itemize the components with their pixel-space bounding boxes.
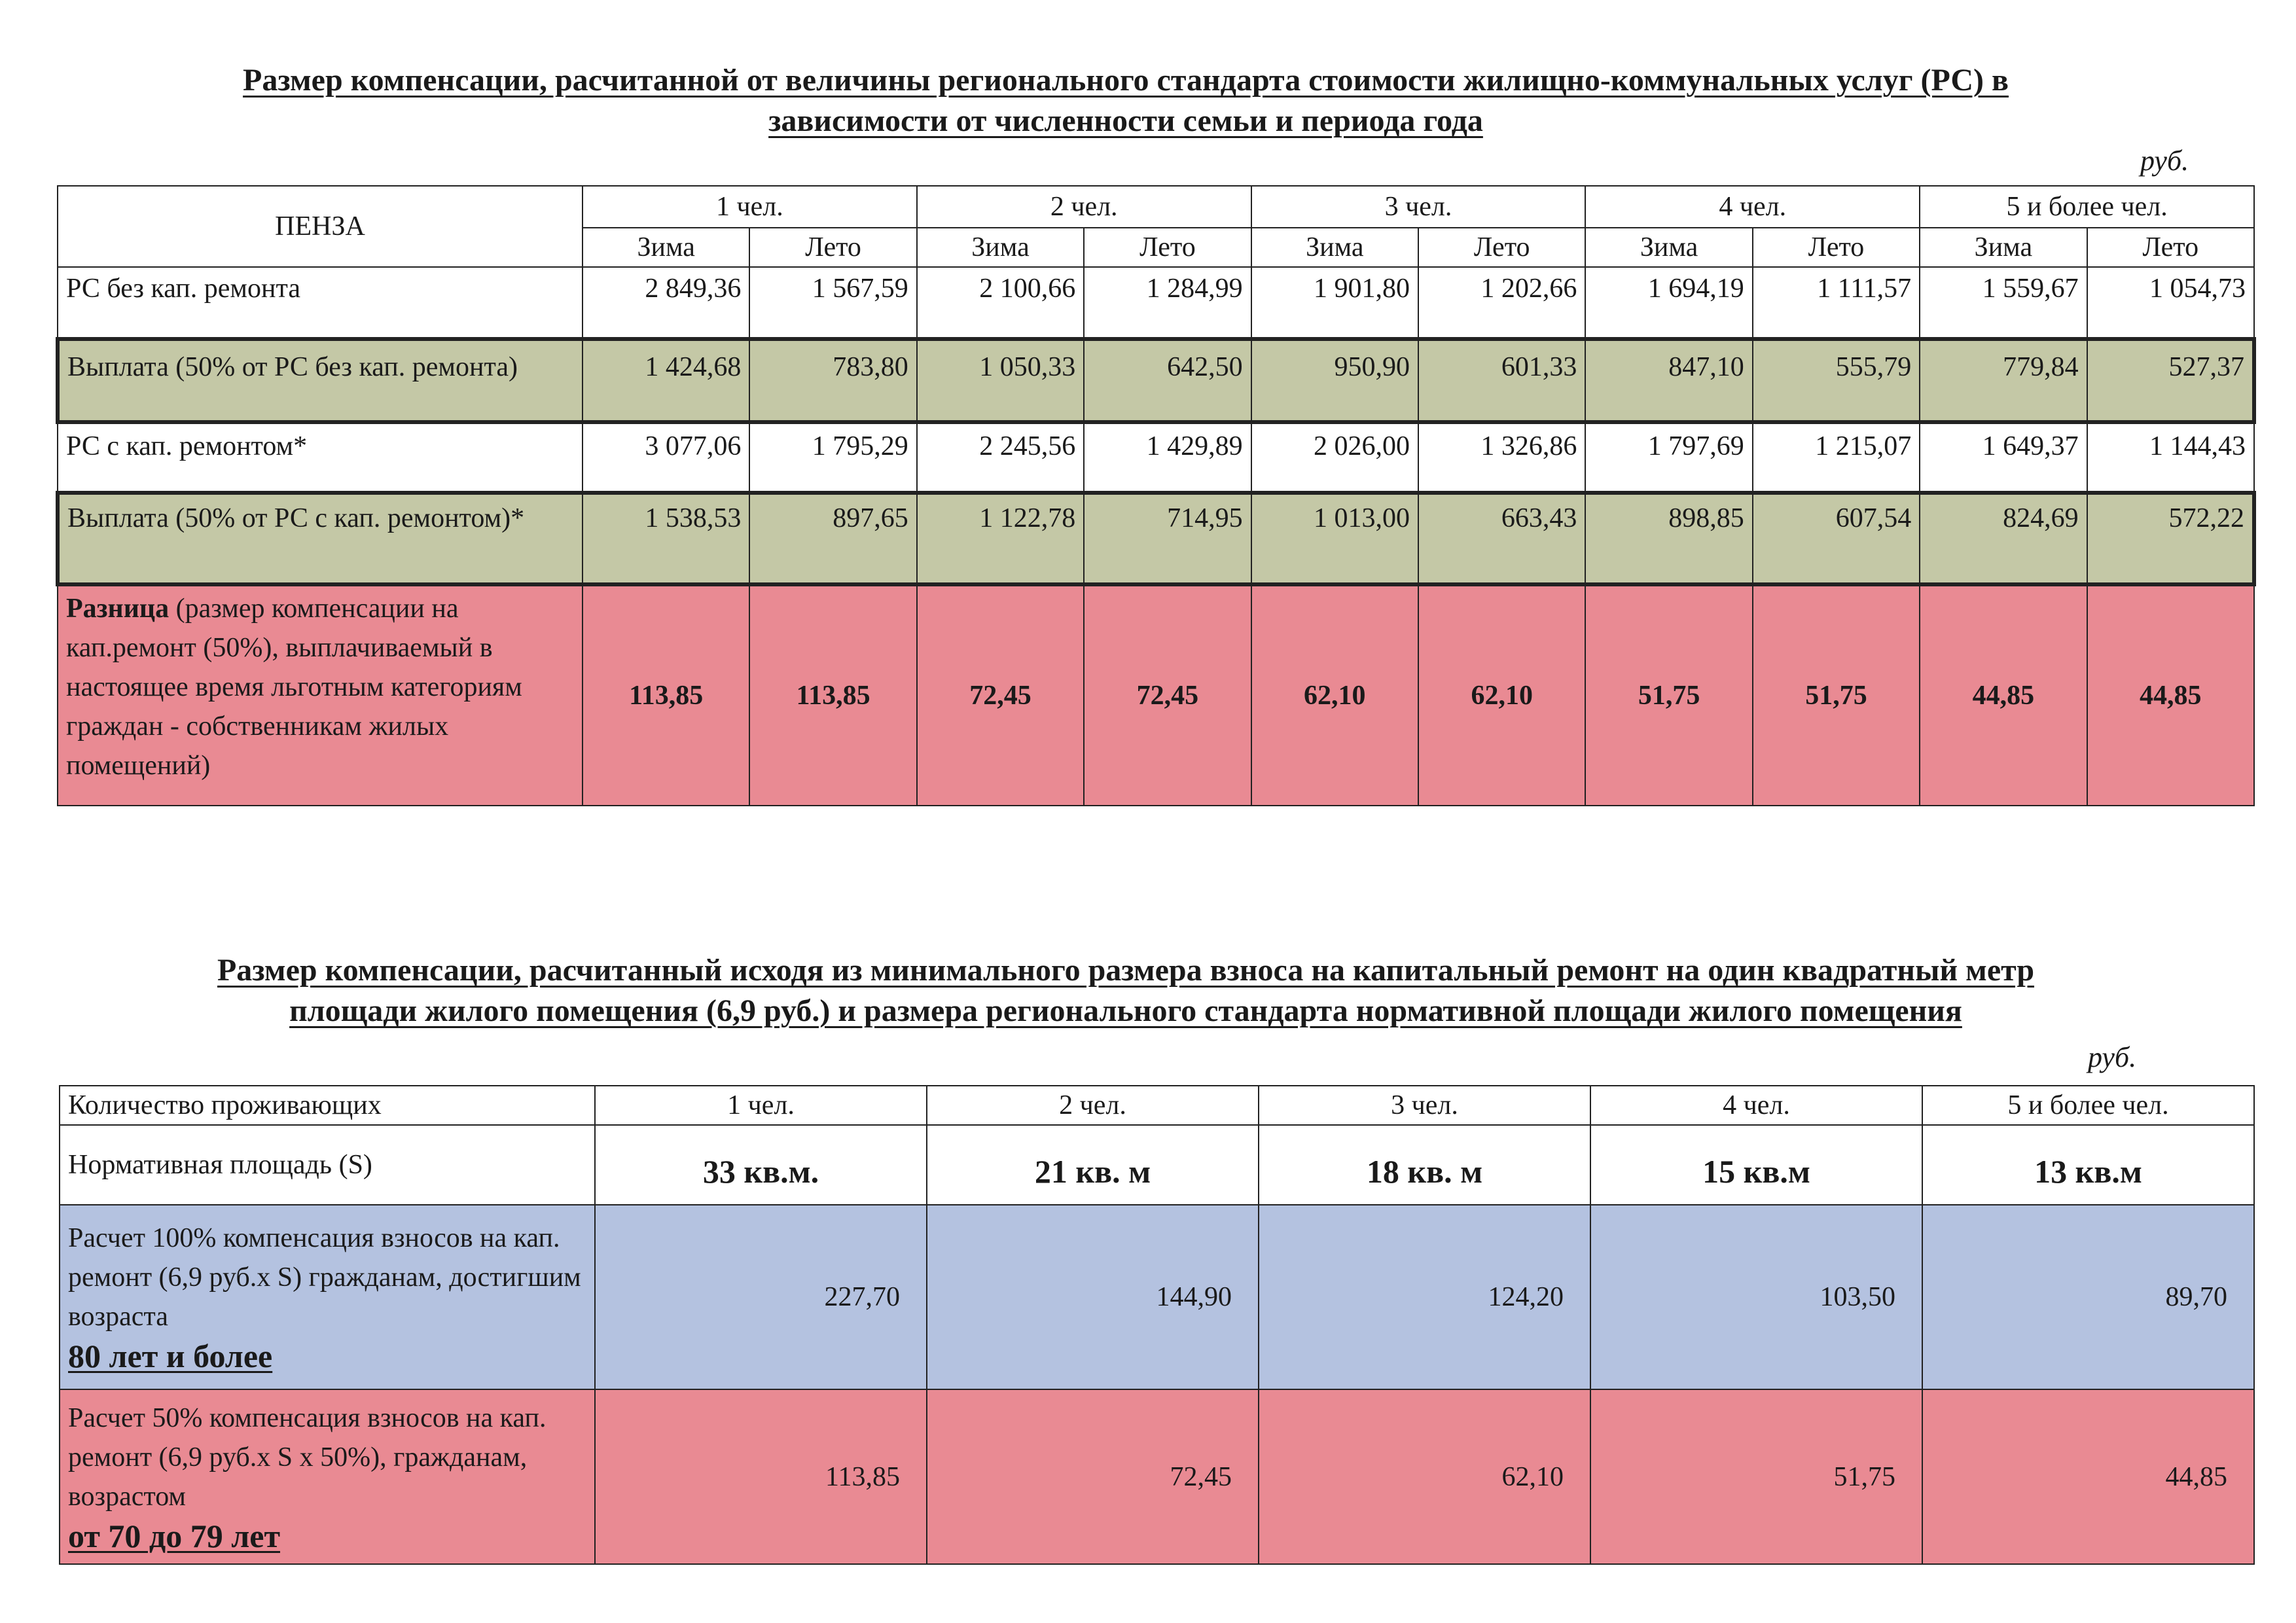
value-cell: 898,85 bbox=[1585, 493, 1752, 584]
value-cell: 1 649,37 bbox=[1920, 422, 2087, 493]
difference-cell: 113,85 bbox=[749, 584, 916, 806]
difference-cell: 72,45 bbox=[1084, 584, 1251, 806]
compensation-100-cell: 144,90 bbox=[927, 1205, 1259, 1389]
value-cell: 1 202,66 bbox=[1418, 267, 1585, 339]
table1-title-line1: Размер компенсации, расчитанной от величины регионального стандарта стоимости жилищно-коммунальных услуг (РС) в bbox=[243, 63, 2009, 98]
compensation-50-cell: 62,10 bbox=[1259, 1389, 1590, 1564]
season-header: Лето bbox=[1418, 228, 1585, 267]
header-row-groups bbox=[58, 186, 2254, 228]
value-cell: 1 795,29 bbox=[749, 422, 916, 493]
value-cell: 1 694,19 bbox=[1585, 267, 1752, 339]
value-cell: 714,95 bbox=[1084, 493, 1251, 584]
compensation-100-cell: 103,50 bbox=[1590, 1205, 1922, 1389]
row-label: РС с кап. ремонтом* bbox=[58, 422, 583, 493]
group-header: 2 чел. bbox=[917, 186, 1251, 228]
resident-count-label: Количество проживающих bbox=[60, 1086, 595, 1125]
row-label: Выплата (50% от РС с кап. ремонтом)* bbox=[58, 493, 583, 584]
value-cell: 601,33 bbox=[1418, 339, 1585, 422]
value-cell: 2 100,66 bbox=[917, 267, 1084, 339]
table-row-difference bbox=[58, 584, 2254, 806]
table2-unit: руб. bbox=[2088, 1041, 2137, 1073]
area-cell: 21 кв. м bbox=[927, 1125, 1259, 1205]
group-header: 4 чел. bbox=[1590, 1086, 1922, 1125]
table2-title-line1: Размер компенсации, расчитанный исходя из минимального размера взноса на капитальный ремонт на один квадратный метр bbox=[217, 953, 2035, 988]
compensation-by-family-table bbox=[56, 185, 2256, 806]
difference-cell: 51,75 bbox=[1753, 584, 1920, 806]
table1-title bbox=[79, 60, 2173, 141]
value-cell: 1 901,80 bbox=[1251, 267, 1418, 339]
area-cell: 13 кв.м bbox=[1922, 1125, 2254, 1205]
value-cell: 555,79 bbox=[1753, 339, 1920, 422]
table-row-compensation-100 bbox=[60, 1205, 2254, 1389]
value-cell: 1 326,86 bbox=[1418, 422, 1585, 493]
compensation-100-text: Расчет 100% компенсация взносов на кап. ремонт (6,9 руб.х S) гражданам, достигшим возраста bbox=[68, 1223, 581, 1332]
table1-unit: руб. bbox=[2140, 145, 2189, 177]
compensation-by-area-table bbox=[59, 1085, 2255, 1565]
value-cell: 1 429,89 bbox=[1084, 422, 1251, 493]
age-70-79: от 70 до 79 лет bbox=[68, 1517, 280, 1554]
compensation-50-label bbox=[60, 1389, 595, 1564]
value-cell: 642,50 bbox=[1084, 339, 1251, 422]
compensation-50-cell: 72,45 bbox=[927, 1389, 1259, 1564]
season-header: Зима bbox=[583, 228, 749, 267]
season-header: Зима bbox=[917, 228, 1084, 267]
difference-cell: 113,85 bbox=[583, 584, 749, 806]
value-cell: 779,84 bbox=[1920, 339, 2087, 422]
difference-label-bold: Разница bbox=[66, 594, 170, 624]
group-header: 1 чел. bbox=[583, 186, 917, 228]
value-cell: 783,80 bbox=[749, 339, 916, 422]
value-cell: 1 050,33 bbox=[917, 339, 1084, 422]
group-header: 3 чел. bbox=[1251, 186, 1586, 228]
age-80-plus: 80 лет и более bbox=[68, 1338, 273, 1374]
season-header: Зима bbox=[1251, 228, 1418, 267]
season-header: Зима bbox=[1920, 228, 2087, 267]
value-cell: 1 215,07 bbox=[1753, 422, 1920, 493]
difference-cell: 44,85 bbox=[2087, 584, 2254, 806]
value-cell: 607,54 bbox=[1753, 493, 1920, 584]
compensation-50-cell: 113,85 bbox=[595, 1389, 927, 1564]
group-header: 5 и более чел. bbox=[1922, 1086, 2254, 1125]
area-cell: 15 кв.м bbox=[1590, 1125, 1922, 1205]
season-header: Лето bbox=[1753, 228, 1920, 267]
season-header: Зима bbox=[1585, 228, 1752, 267]
compensation-50-cell: 44,85 bbox=[1922, 1389, 2254, 1564]
value-cell: 1 538,53 bbox=[583, 493, 749, 584]
table-row-rs-with-repair bbox=[58, 422, 2254, 493]
difference-cell: 51,75 bbox=[1585, 584, 1752, 806]
table2-title-line2: площади жилого помещения (6,9 руб.) и размера регионального стандарта нормативной площади жилого помещения bbox=[289, 993, 1962, 1028]
difference-cell: 72,45 bbox=[917, 584, 1084, 806]
table1-title-line2: зависимости от численности семьи и периода года bbox=[768, 103, 1483, 138]
value-cell: 1 111,57 bbox=[1753, 267, 1920, 339]
table-row-normative-area bbox=[60, 1125, 2254, 1205]
compensation-100-label bbox=[60, 1205, 595, 1389]
value-cell: 897,65 bbox=[749, 493, 916, 584]
difference-label-text: (размер компенсации на кап.ремонт (50%), выплачиваемый в настоящее время льготным категориям граждан - собственникам жилых помещений) bbox=[66, 594, 522, 781]
value-cell: 1 122,78 bbox=[917, 493, 1084, 584]
area-cell: 33 кв.м. bbox=[595, 1125, 927, 1205]
season-header: Лето bbox=[2087, 228, 2254, 267]
value-cell: 1 284,99 bbox=[1084, 267, 1251, 339]
table-row-compensation-50 bbox=[60, 1389, 2254, 1564]
season-header: Лето bbox=[1084, 228, 1251, 267]
table-row-resident-count bbox=[60, 1086, 2254, 1125]
region-header: ПЕНЗА bbox=[58, 186, 583, 267]
table-row-payment-without-repair bbox=[58, 339, 2254, 422]
value-cell: 2 245,56 bbox=[917, 422, 1084, 493]
group-header: 2 чел. bbox=[927, 1086, 1259, 1125]
table-row-rs-without-repair bbox=[58, 267, 2254, 339]
value-cell: 1 559,67 bbox=[1920, 267, 2087, 339]
difference-label bbox=[58, 584, 583, 806]
value-cell: 2 849,36 bbox=[583, 267, 749, 339]
row-label: РС без кап. ремонта bbox=[58, 267, 583, 339]
value-cell: 1 013,00 bbox=[1251, 493, 1418, 584]
group-header: 3 чел. bbox=[1259, 1086, 1590, 1125]
value-cell: 572,22 bbox=[2087, 493, 2254, 584]
difference-cell: 62,10 bbox=[1418, 584, 1585, 806]
value-cell: 3 077,06 bbox=[583, 422, 749, 493]
value-cell: 1 144,43 bbox=[2087, 422, 2254, 493]
row-label: Выплата (50% от РС без кап. ремонта) bbox=[58, 339, 583, 422]
group-header: 1 чел. bbox=[595, 1086, 927, 1125]
value-cell: 1 424,68 bbox=[583, 339, 749, 422]
value-cell: 1 567,59 bbox=[749, 267, 916, 339]
value-cell: 847,10 bbox=[1585, 339, 1752, 422]
value-cell: 824,69 bbox=[1920, 493, 2087, 584]
compensation-50-text: Расчет 50% компенсация взносов на кап. ремонт (6,9 руб.х S х 50%), гражданам, возрастом bbox=[68, 1402, 547, 1512]
value-cell: 1 054,73 bbox=[2087, 267, 2254, 339]
compensation-100-cell: 89,70 bbox=[1922, 1205, 2254, 1389]
group-header: 4 чел. bbox=[1585, 186, 1920, 228]
value-cell: 2 026,00 bbox=[1251, 422, 1418, 493]
difference-cell: 44,85 bbox=[1920, 584, 2087, 806]
compensation-50-cell: 51,75 bbox=[1590, 1389, 1922, 1564]
value-cell: 663,43 bbox=[1418, 493, 1585, 584]
group-header: 5 и более чел. bbox=[1920, 186, 2254, 228]
difference-cell: 62,10 bbox=[1251, 584, 1418, 806]
table-row-payment-with-repair bbox=[58, 493, 2254, 584]
value-cell: 950,90 bbox=[1251, 339, 1418, 422]
value-cell: 527,37 bbox=[2087, 339, 2254, 422]
normative-area-label: Нормативная площадь (S) bbox=[60, 1125, 595, 1205]
area-cell: 18 кв. м bbox=[1259, 1125, 1590, 1205]
compensation-100-cell: 124,20 bbox=[1259, 1205, 1590, 1389]
value-cell: 1 797,69 bbox=[1585, 422, 1752, 493]
table2-title bbox=[79, 950, 2173, 1031]
season-header: Лето bbox=[749, 228, 916, 267]
compensation-100-cell: 227,70 bbox=[595, 1205, 927, 1389]
